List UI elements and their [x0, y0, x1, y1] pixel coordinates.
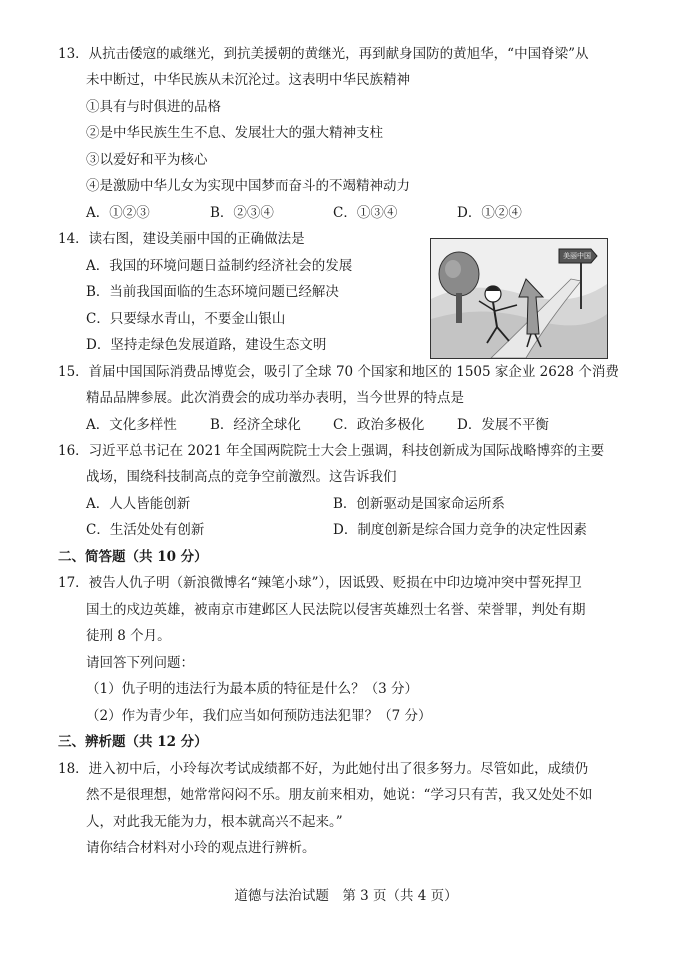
q18-stem-line2: 然不是很理想，她常常闷闷不乐。朋友前来相劝，她说：“学习只有苦，我又处处不如	[86, 787, 593, 803]
q14-stem: 14．读右图，建设美丽中国的正确做法是	[58, 231, 305, 247]
q18-stem-line3: 人，对此我无能为力，根本就高兴不起来。”	[86, 814, 343, 830]
q16-option-c: C．生活处处有创新	[86, 522, 205, 538]
q17-subquestion-1: （1）仇子明的违法行为最本质的特征是什么？（3 分）	[86, 681, 418, 697]
q13-item-1: ①具有与时俱进的品格	[86, 99, 221, 115]
q13-item-2: ②是中华民族生生不息、发展壮大的强大精神支柱	[86, 125, 383, 141]
q16-option-a: A．人人皆能创新	[86, 496, 191, 512]
cartoon-sign-label: 美丽中国	[563, 252, 591, 260]
q15-option-c: C．政治多极化	[333, 417, 425, 433]
q15-option-b: B．经济全球化	[210, 417, 301, 433]
q15-stem-line1: 15．首届中国国际消费品博览会，吸引了全球 70 个国家和地区的 1505 家企业 2628 个消费	[58, 364, 619, 380]
q16-stem-line2: 战场，围绕科技制高点的竞争空前激烈。这告诉我们	[86, 469, 397, 485]
q17-stem-line2: 国土的戍边英雄，被南京市建邺区人民法院以侵害英雄烈士名誉、荣誉罪，判处有期	[86, 602, 586, 618]
q17-stem-line3: 徒刑 8 个月。	[86, 628, 171, 644]
q13-option-b: B．②③④	[210, 205, 274, 221]
q14-option-a: A．我国的环境问题日益制约经济社会的发展	[86, 258, 353, 274]
q18-stem-line1: 18．进入初中后，小玲每次考试成绩都不好，为此她付出了很多努力。尽管如此，成绩仍	[58, 761, 589, 777]
section-2-heading: 二、简答题（共 10 分）	[58, 549, 208, 565]
q13-item-4: ④是激励中华儿女为实现中国梦而奋斗的不竭精神动力	[86, 178, 410, 194]
page-footer: 道德与法治试题 第 3 页（共 4 页）	[234, 888, 458, 904]
q15-option-a: A．文化多样性	[86, 417, 177, 433]
q14-option-d: D．坚持走绿色发展道路，建设生态文明	[86, 337, 327, 353]
q14-cartoon-image	[430, 238, 608, 359]
q18-prompt: 请你结合材料对小玲的观点进行辨析。	[86, 840, 316, 856]
q13-option-c: C．①③④	[333, 205, 398, 221]
q17-prompt: 请回答下列问题：	[86, 655, 194, 671]
q17-stem-line1: 17．被告人仇子明（新浪微博名“辣笔小球”），因诋毁、贬损在中印边境冲突中誓死捍卫	[58, 575, 582, 591]
q15-option-d: D．发展不平衡	[457, 417, 549, 433]
q13-stem-line1: 13．从抗击倭寇的戚继光，到抗美援朝的黄继光，再到献身国防的黄旭华，“中国脊梁”从	[58, 46, 589, 62]
q16-option-d: D．制度创新是综合国力竞争的决定性因素	[333, 522, 587, 538]
q17-subquestion-2: （2）作为青少年，我们应当如何预防违法犯罪？（7 分）	[86, 708, 432, 724]
section-3-heading: 三、辨析题（共 12 分）	[58, 734, 208, 750]
q13-option-d: D．①②④	[457, 205, 522, 221]
q14-option-b: B．当前我国面临的生态环境问题已经解决	[86, 284, 339, 300]
q13-option-a: A．①②③	[86, 205, 150, 221]
q16-stem-line1: 16．习近平总书记在 2021 年全国两院院士大会上强调，科技创新成为国际战略博弈的主要	[58, 443, 605, 459]
q15-stem-line2: 精品品牌参展。此次消费会的成功举办表明，当今世界的特点是	[86, 390, 464, 406]
q14-option-c: C．只要绿水青山，不要金山银山	[86, 311, 286, 327]
q13-stem-line2: 未中断过，中华民族从未沉沦过。这表明中华民族精神	[86, 72, 410, 88]
q13-item-3: ③以爱好和平为核心	[86, 152, 208, 168]
q16-option-b: B．创新驱动是国家命运所系	[333, 496, 505, 512]
